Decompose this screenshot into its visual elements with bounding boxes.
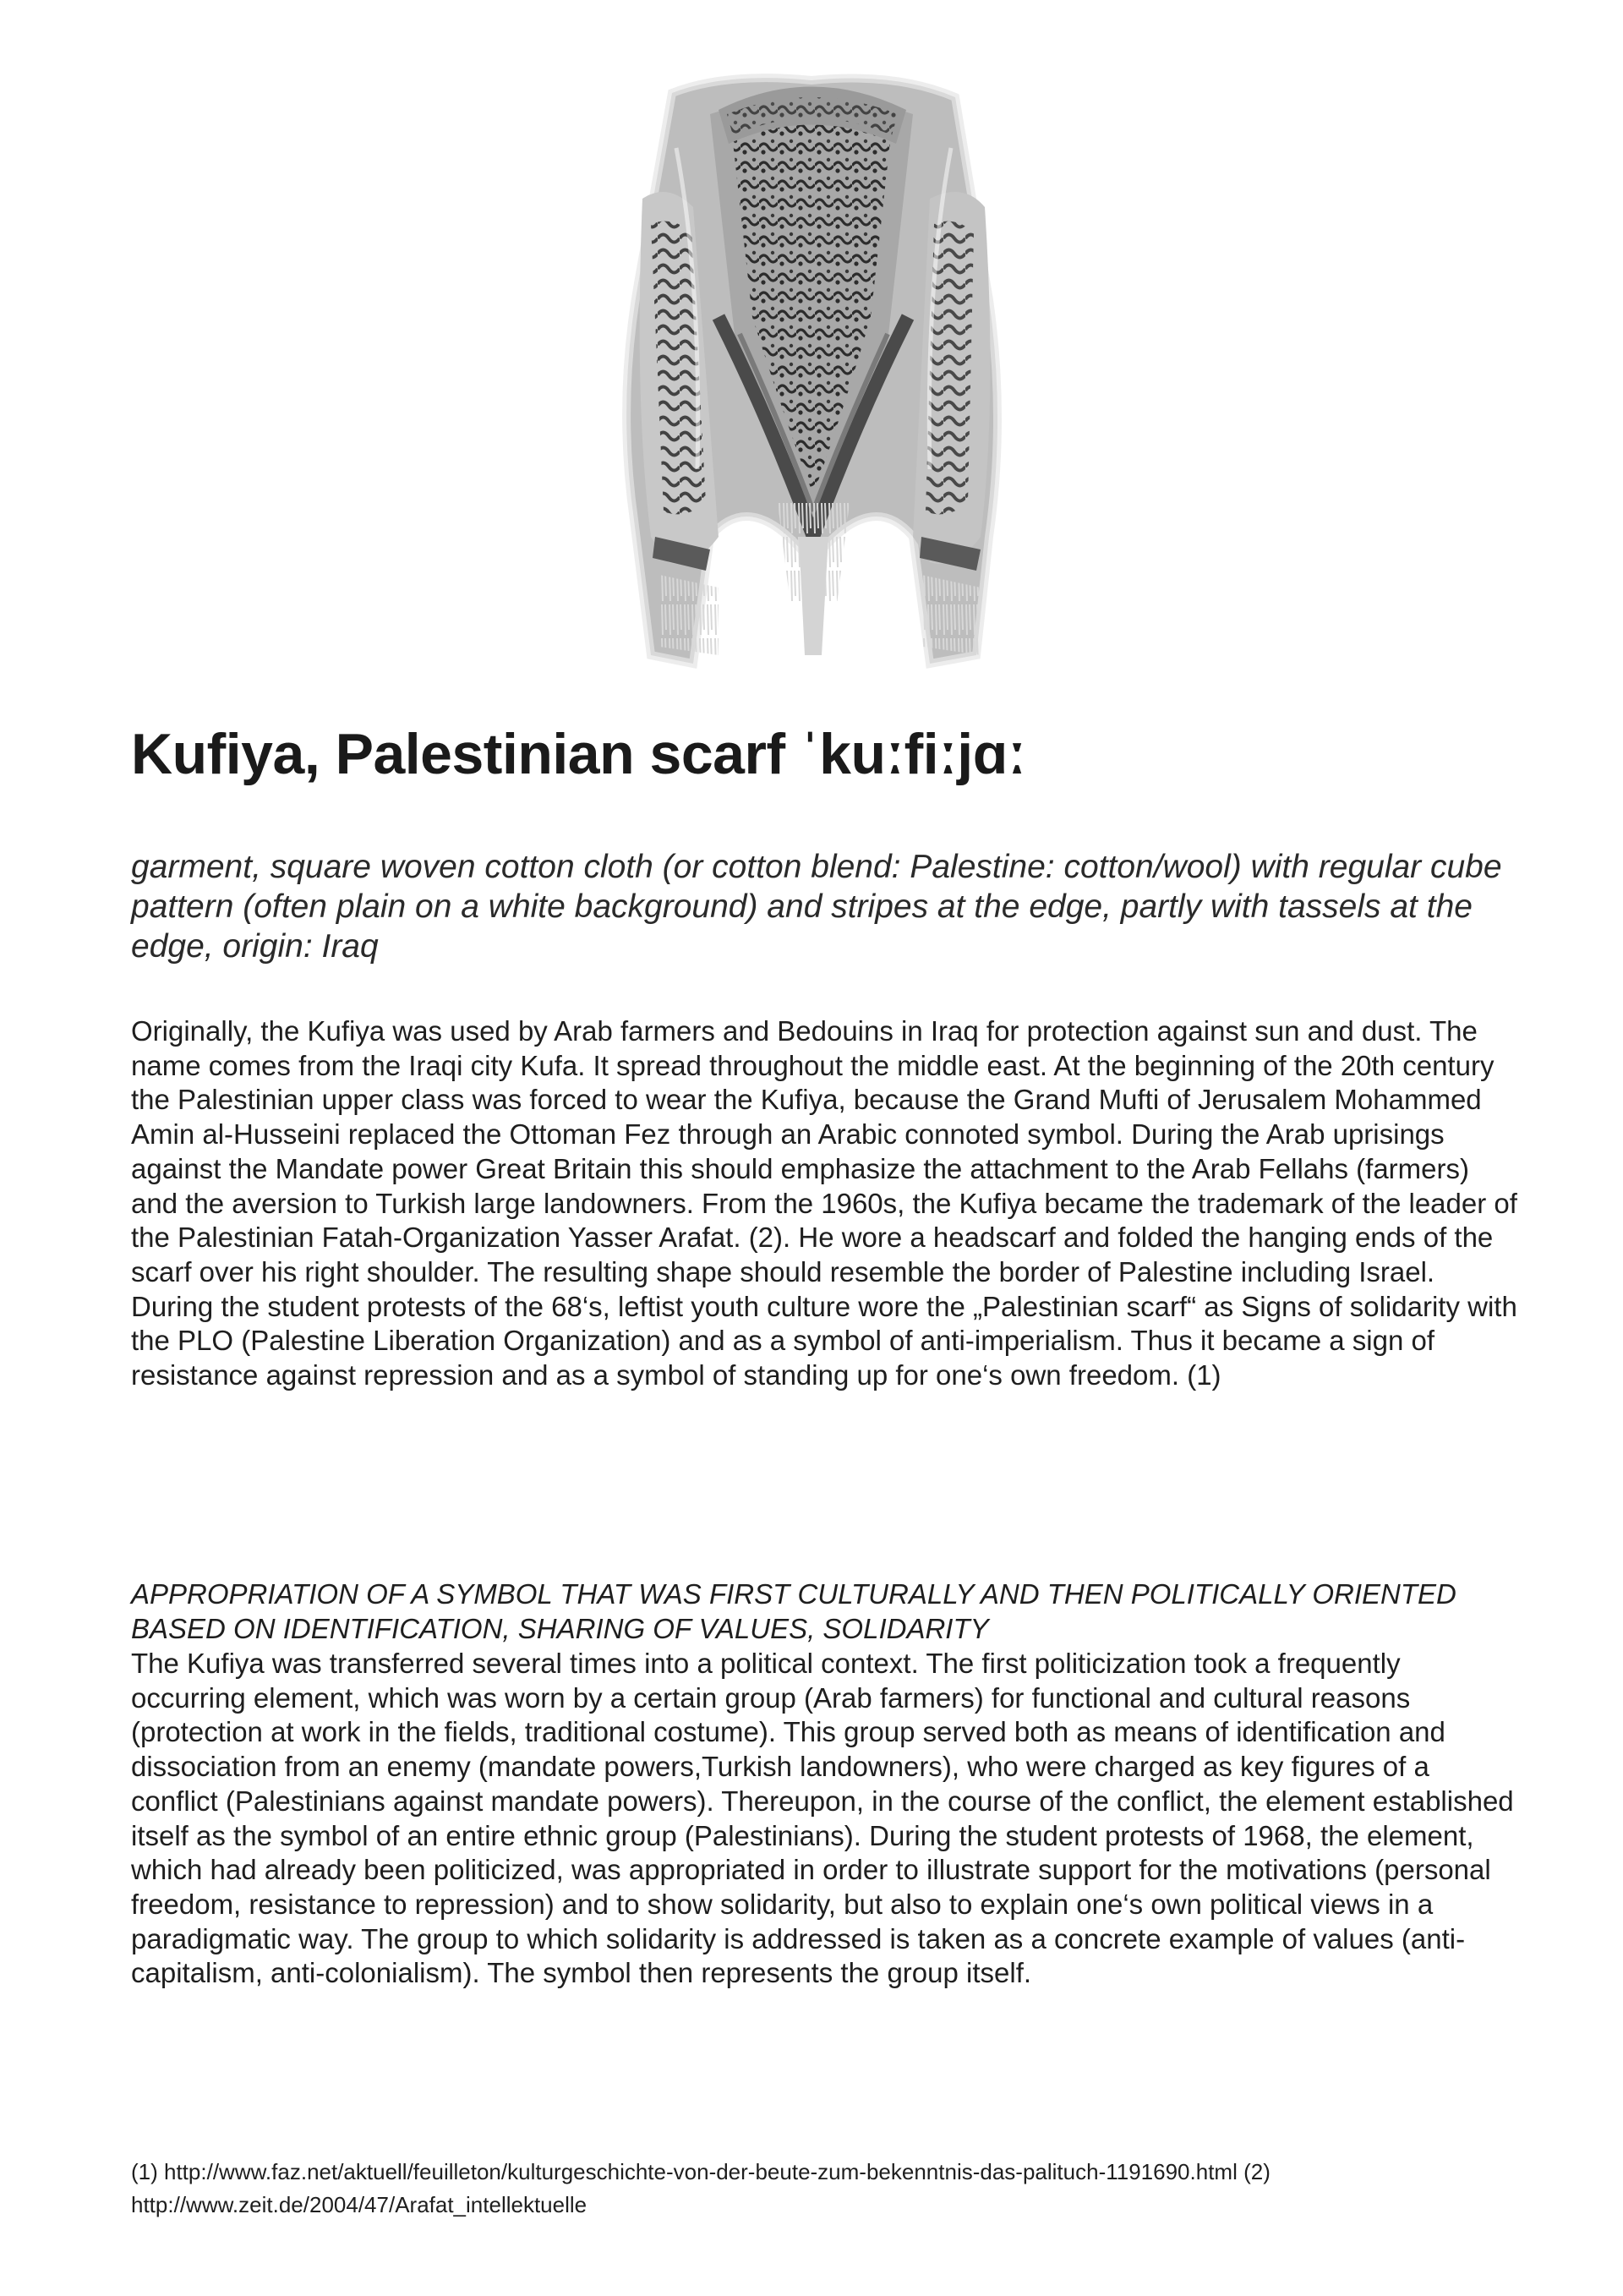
- section-heading: APPROPRIATION OF A SYMBOL THAT WAS FIRST CULTURALLY AND THEN POLITICALLY ORIENTED BASED ON IDENTIFICATION, SHARING OF VALUES, SOLIDARITY: [131, 1578, 1456, 1644]
- kufiya-scarf-icon: [592, 63, 1031, 723]
- section-paragraph: The Kufiya was transferred several times into a political context. The first politicization took a frequently occurring element, which was worn by a certain group (Arab farmers) for functional and cultural reasons (protection at work in the fields, traditional costume). This group served both as means of identification and dissociation from an enemy (mandate powers,Turkish landowners), who were charged as key figures of a conflict (Palestinians against mandate powers). Thereupon, in the course of the conflict, the element established itself as the symbol of an entire ethnic group (Palestinians). During the student protests of 1968, the element, which had already been politicized, was appropriated in order to illustrate support for the motivations (personal freedom, resistance to repression) and to show solidarity, but also to explain one‘s own political views in a paradigmatic way. The group to which solidarity is addressed is taken as a concrete example of values (anti-capitalism, anti-colonialism). The symbol then represents the group itself.: [131, 1648, 1514, 1989]
- footnotes: (1) http://www.faz.net/aktuell/feuilleton/kulturgeschichte-von-der-beute-zum-bekenntnis-das-palituch-1191690.html (2) http://www.zeit.de/2004/47/Arafat_intellektuelle: [131, 2159, 1271, 2217]
- definition-subtitle: garment, square woven cotton cloth (or cotton blend: Palestine: cotton/wool) with regular cube pattern (often plain on a white background) and stripes at the edge, partly with tassels at the edge, origin: Iraq: [131, 849, 1502, 965]
- page-title: Kufiya, Palestinian scarf ˈkuːfiːjɑː: [131, 722, 1026, 786]
- history-paragraph: Originally, the Kufiya was used by Arab farmers and Bedouins in Iraq for protection against sun and dust. The name comes from the Iraqi city Kufa. It spread throughout the middle east. At the beginning of the 20th century the Palestinian upper class was forced to wear the Kufiya, because the Grand Mufti of Jerusalem Mohammed Amin al-Husseini replaced the Ottoman Fez through an Arabic connoted symbol. During the Arab uprisings against the Mandate power Great Britain this should emphasize the attachment to the Arab Fellahs (farmers) and the aversion to Turkish large landowners. From the 1960s, the Kufiya became the trademark of the leader of the Palestinian Fatah-Organization Yasser Arafat. (2). He wore a headscarf and folded the hanging ends of the scarf over his right shoulder. The resulting shape should resemble the border of Palestine including Israel. During the student protests of the 68‘s, leftist youth culture wore the „Palestinian scarf“ as Signs of solidarity with the PLO (Palestine Liberation Organization) and as a symbol of anti-imperialism. Thus it became a sign of resistance against repression and as a symbol of standing up for one‘s own freedom. (1): [131, 1015, 1517, 1391]
